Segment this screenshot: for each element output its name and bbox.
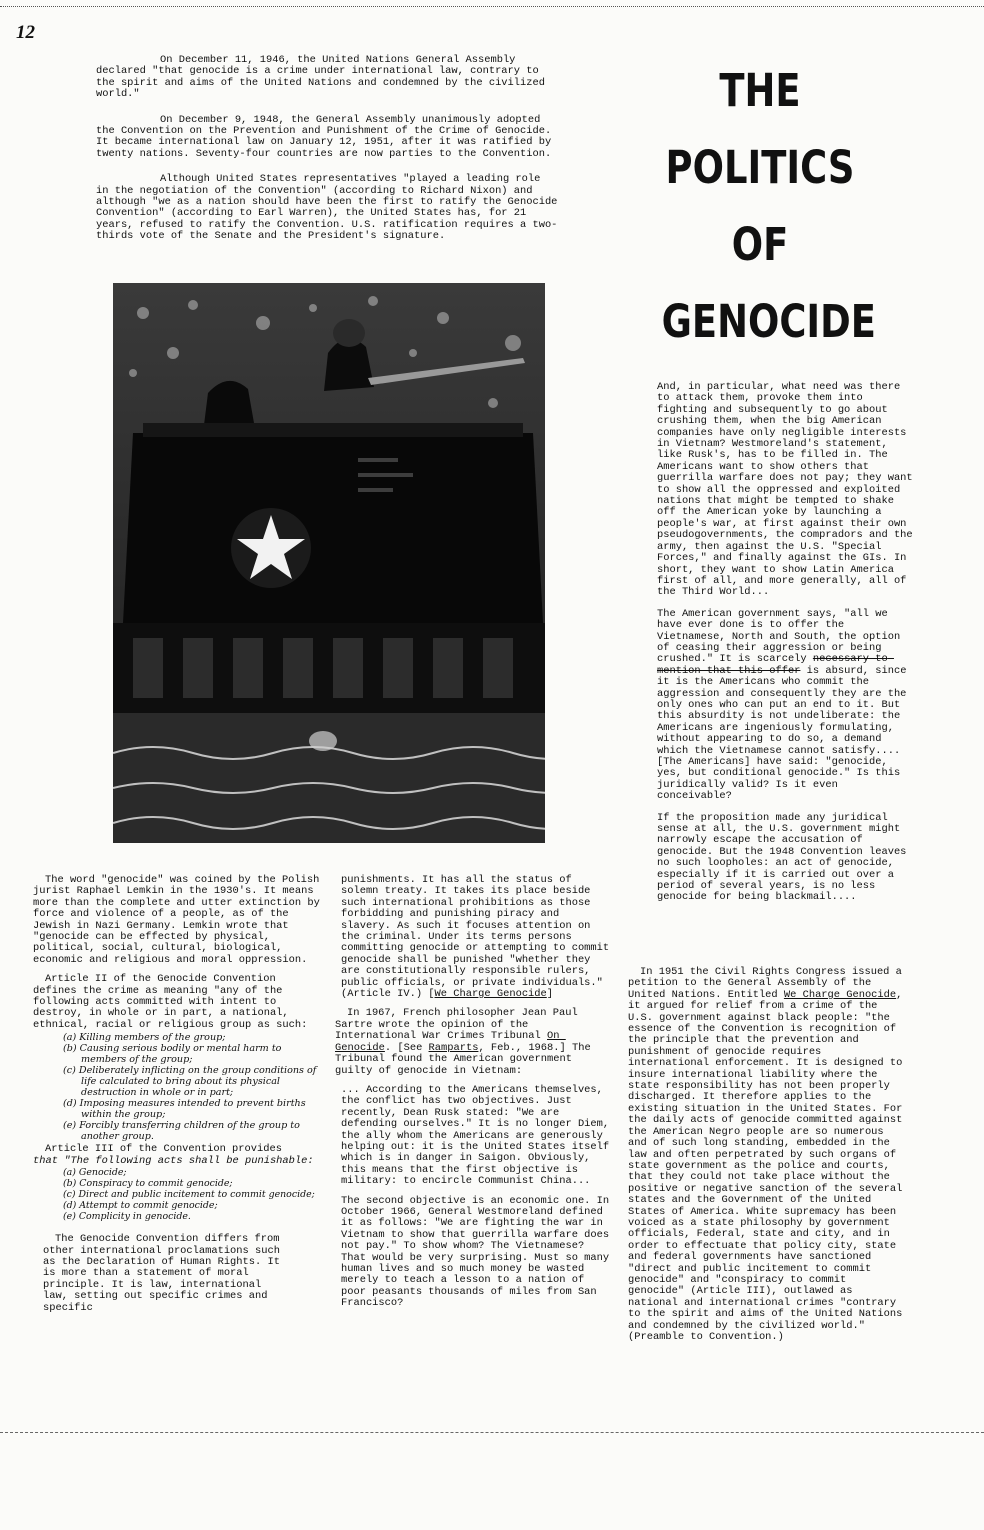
list-item: (e) Complicity in genocide. [63, 1211, 191, 1223]
juridical-paragraph: If the proposition made any juridical sense at all, the U.S. government might narrowly escape the accusation of genocide. But the 1948 Convention leaves no such loopholes: an act of genocide, especially if it is carried out over a period of several years, is no less genocide for being blackmail.... [657, 811, 913, 904]
text-run: The American government says, "all we have ever done is to offer the Vietnamese, North and South, the option of ceasing their aggression or being crushed." It is scarcely [657, 607, 907, 666]
text-run: is absurd, since it is the Americans who commit the aggression and consequently they are the only ones who can put an end to it. But this absurdity is not undeliberate: the Americans are ingeniously formulating, without appearing to do so, a demand which the Vietnamese cannot satisfy.... [The Americans] have said: "genocide, yes, but conditional genocide." Is this juridically valid? Is it even conceivable? [657, 664, 913, 803]
text-run: ] [546, 988, 554, 1001]
tribunal-quote-paragraph: ... According to the Americans themselves, the conflict has two objectives. Just recently, Dean Rusk stated: "We are defending ourselves." It is no longer Diem, the ally whom the Americans are generously helping out: it is the United States itself which is in danger in Saigon. Obviously, this means that the first objective is military: to encircle Communist China... [341, 1083, 616, 1188]
text-run: In 1967, French philosopher Jean Paul Sartre wrote the opinion of the International War Crimes Tribunal [335, 1007, 584, 1043]
article-ii-acts-list [33, 1032, 323, 1142]
genocide-definition-paragraph: The word "genocide" was coined by the Polish jurist Raphael Lemkin in the 1930's. It means more than the complete and utter extinction by force and violence of a people, as of the Jewish in Nazi Germany. Lemkin wrote that "genocide can be effected by physical, political, social, cultural, biological, economic and religious and moral oppression. [33, 874, 327, 966]
list-item: (d) Imposing measures intended to prevent births within the group; [63, 1098, 306, 1121]
column-2 [335, 874, 616, 1318]
list-item: (d) Attempt to commit genocide; [63, 1200, 218, 1212]
armored-vehicle-photo [113, 283, 545, 843]
intro-paragraph: Although United States representatives "played a leading role in the negotiation of the Convention" (according to Richard Nixon) and although "we as a nation should have been the first to ratify the Genocide Convention" (according to Earl Warren), the United States has, for 21 years, refused to ratify the Convention. U.S. ratification requires a two-thirds vote of the Senate and the President's signature. [96, 173, 564, 243]
list-item: (a) Genocide; [63, 1167, 127, 1179]
list-item: (e) Forcibly transferring children of the group to another group. [63, 1120, 300, 1143]
text-run: , it argued for relief from a crime of the U.S. government against black people: "the essence of the Convention is recognition of the principle that the prevention and punishment of genocide requires international enforcement. It is designed to insure international liability where the state responsibility has not been properly discharged. It therefore applies to the existing situation in the United States. For the daily acts of genocide committed against the American Negro people are so numerous and of such long standing, embedded in the law and often perpetrated by such organs of state government as the police and courts, that they could not take place without the positive or negative sanction of the several states and the Government of the United States of America. White supremacy has been voiced as a state philosophy by government officials, Federal, state and city, and in order to effectuate that policy city, state and federal governments have sanctioned "direct and public incitement to commit genocide" and "conspiracy to commit genocide" (Article III), outlawed as national and international crimes "contrary to the spirit and aims of the United Nations and condemned by the civilized world." (Preamble to Convention.) [628, 988, 909, 1343]
text-run: punishments. It has all the status of solemn treaty. It takes its place beside such international prohibitions as those forbidding and punishing piracy and slavery. As such it focuses attention on the criminal. Under its terms persons committing genocide or attempting to commit genocide shall be punished "whether they are constitutionally responsible rulers, public officials, or private individuals." (Article IV.) [ [341, 874, 616, 1001]
intro-text [96, 54, 564, 251]
intro-paragraph: On December 11, 1946, the United Nations General Assembly declared "that genocide is a crime under international law, contrary to the spirit and aims of the United Nations and condemned by the civilized world." [96, 54, 552, 101]
sartre-paragraph [335, 1008, 613, 1076]
list-item: (c) Direct and public incitement to commit genocide; [63, 1189, 315, 1201]
intro-paragraph: On December 9, 1948, the General Assembly unanimously adopted the Convention on the Prevention and Punishment of the Crime of Genocide. It became international law on January 12, 1951, after it was ratified by twenty nations. Seventy-four countries are now parties to the Convention. [96, 113, 558, 160]
article-ii-paragraph: Article II of the Genocide Convention defines the crime as meaning "any of the following acts committed with intent to destroy, in whole or in part, a national, ethnical, racial or religious group as such: [33, 973, 308, 1031]
list-item: (b) Conspiracy to commit genocide; [63, 1178, 233, 1190]
on-genocide-title: On Genocide [335, 1030, 566, 1054]
text-run: In 1951 the Civil Rights Congress issued a petition to the General Assembly of the United Nations. Entitled [628, 966, 909, 1001]
convention-differs-paragraph: The Genocide Convention differs from other international proclamations such as the Declaration of Human Rights. It is more than a statement of moral principle. It is law, international law, setting out specific crimes and specific [43, 1233, 287, 1314]
column-3-petition [628, 967, 908, 1351]
text-run: , Feb., 1968.] The Tribunal found the American government guilty of genocide in Vietnam: [335, 1041, 597, 1077]
economic-objective-paragraph: The second objective is an economic one. In October 1966, General Westmoreland defined it as follows: "We are fighting the war in Vietnam to show that guerrilla warfare does not pay." To show whom? The Vietnamese? That would be very surprising. Must so many human lives and so much money be wasted merely to teach a lesson to a nation of poor peasants thousands of miles from San Francisco? [341, 1194, 616, 1310]
we-charge-genocide-title: We Charge Genocide [434, 988, 547, 1001]
ramparts-title: Ramparts [428, 1041, 479, 1054]
page-title [661, 52, 876, 360]
we-charge-genocide-title: We Charge Genocide [783, 988, 897, 1001]
photo-illustration [113, 283, 545, 843]
white-star-emblem-icon [231, 508, 311, 588]
list-item: (a) Killing members of the group; [63, 1032, 226, 1044]
title-line: THE [719, 64, 801, 117]
list-item: (b) Causing serious bodily or mental harm to members of the group; [63, 1043, 282, 1066]
column-3 [657, 381, 919, 912]
punishments-paragraph [335, 874, 616, 1001]
column-1 [33, 874, 327, 1322]
article-iii-line: Article III of the Convention provides [45, 1143, 282, 1156]
westmoreland-paragraph: And, in particular, what need was there to attack them, provoke them into fighting and subsequently to go about crushing them, when the big American companies have only negligible interests in Vietnam? Westmoreland's statement, like Rusk's, has to be filled in. The Americans want to show others that guerrilla warfare does not pay; they want to show all the oppressed and exploited nations that might be tempted to shake off the American yoke by launching a people's war, at first against their own pseudogovernments, the compradors and the army, then against the U.S. "Special Forces," and finally against the GIs. In short, they want to show Latin America first of all, and more generally, all of the Third World... [657, 381, 919, 599]
list-item: (c) Deliberately inflicting on the group conditions of life calculated to bring about its physical destruction in whole or in part; [63, 1065, 317, 1099]
bottom-rule [0, 1432, 984, 1433]
title-line: GENOCIDE [661, 295, 876, 348]
article-iii-intro [33, 1144, 323, 1167]
american-government-paragraph [657, 609, 913, 803]
civil-rights-congress-paragraph [628, 967, 908, 1343]
text-run: . [See [384, 1041, 429, 1054]
article-iii-line: that "The following acts shall be punishable: [33, 1154, 314, 1167]
page-number: 12 [16, 22, 35, 43]
struck-text: necessary to mention that this offer [657, 653, 894, 677]
title-line: POLITICS [665, 141, 855, 194]
article-iii-acts-list [33, 1167, 323, 1222]
top-rule [0, 6, 984, 7]
title-line: OF [731, 218, 789, 271]
